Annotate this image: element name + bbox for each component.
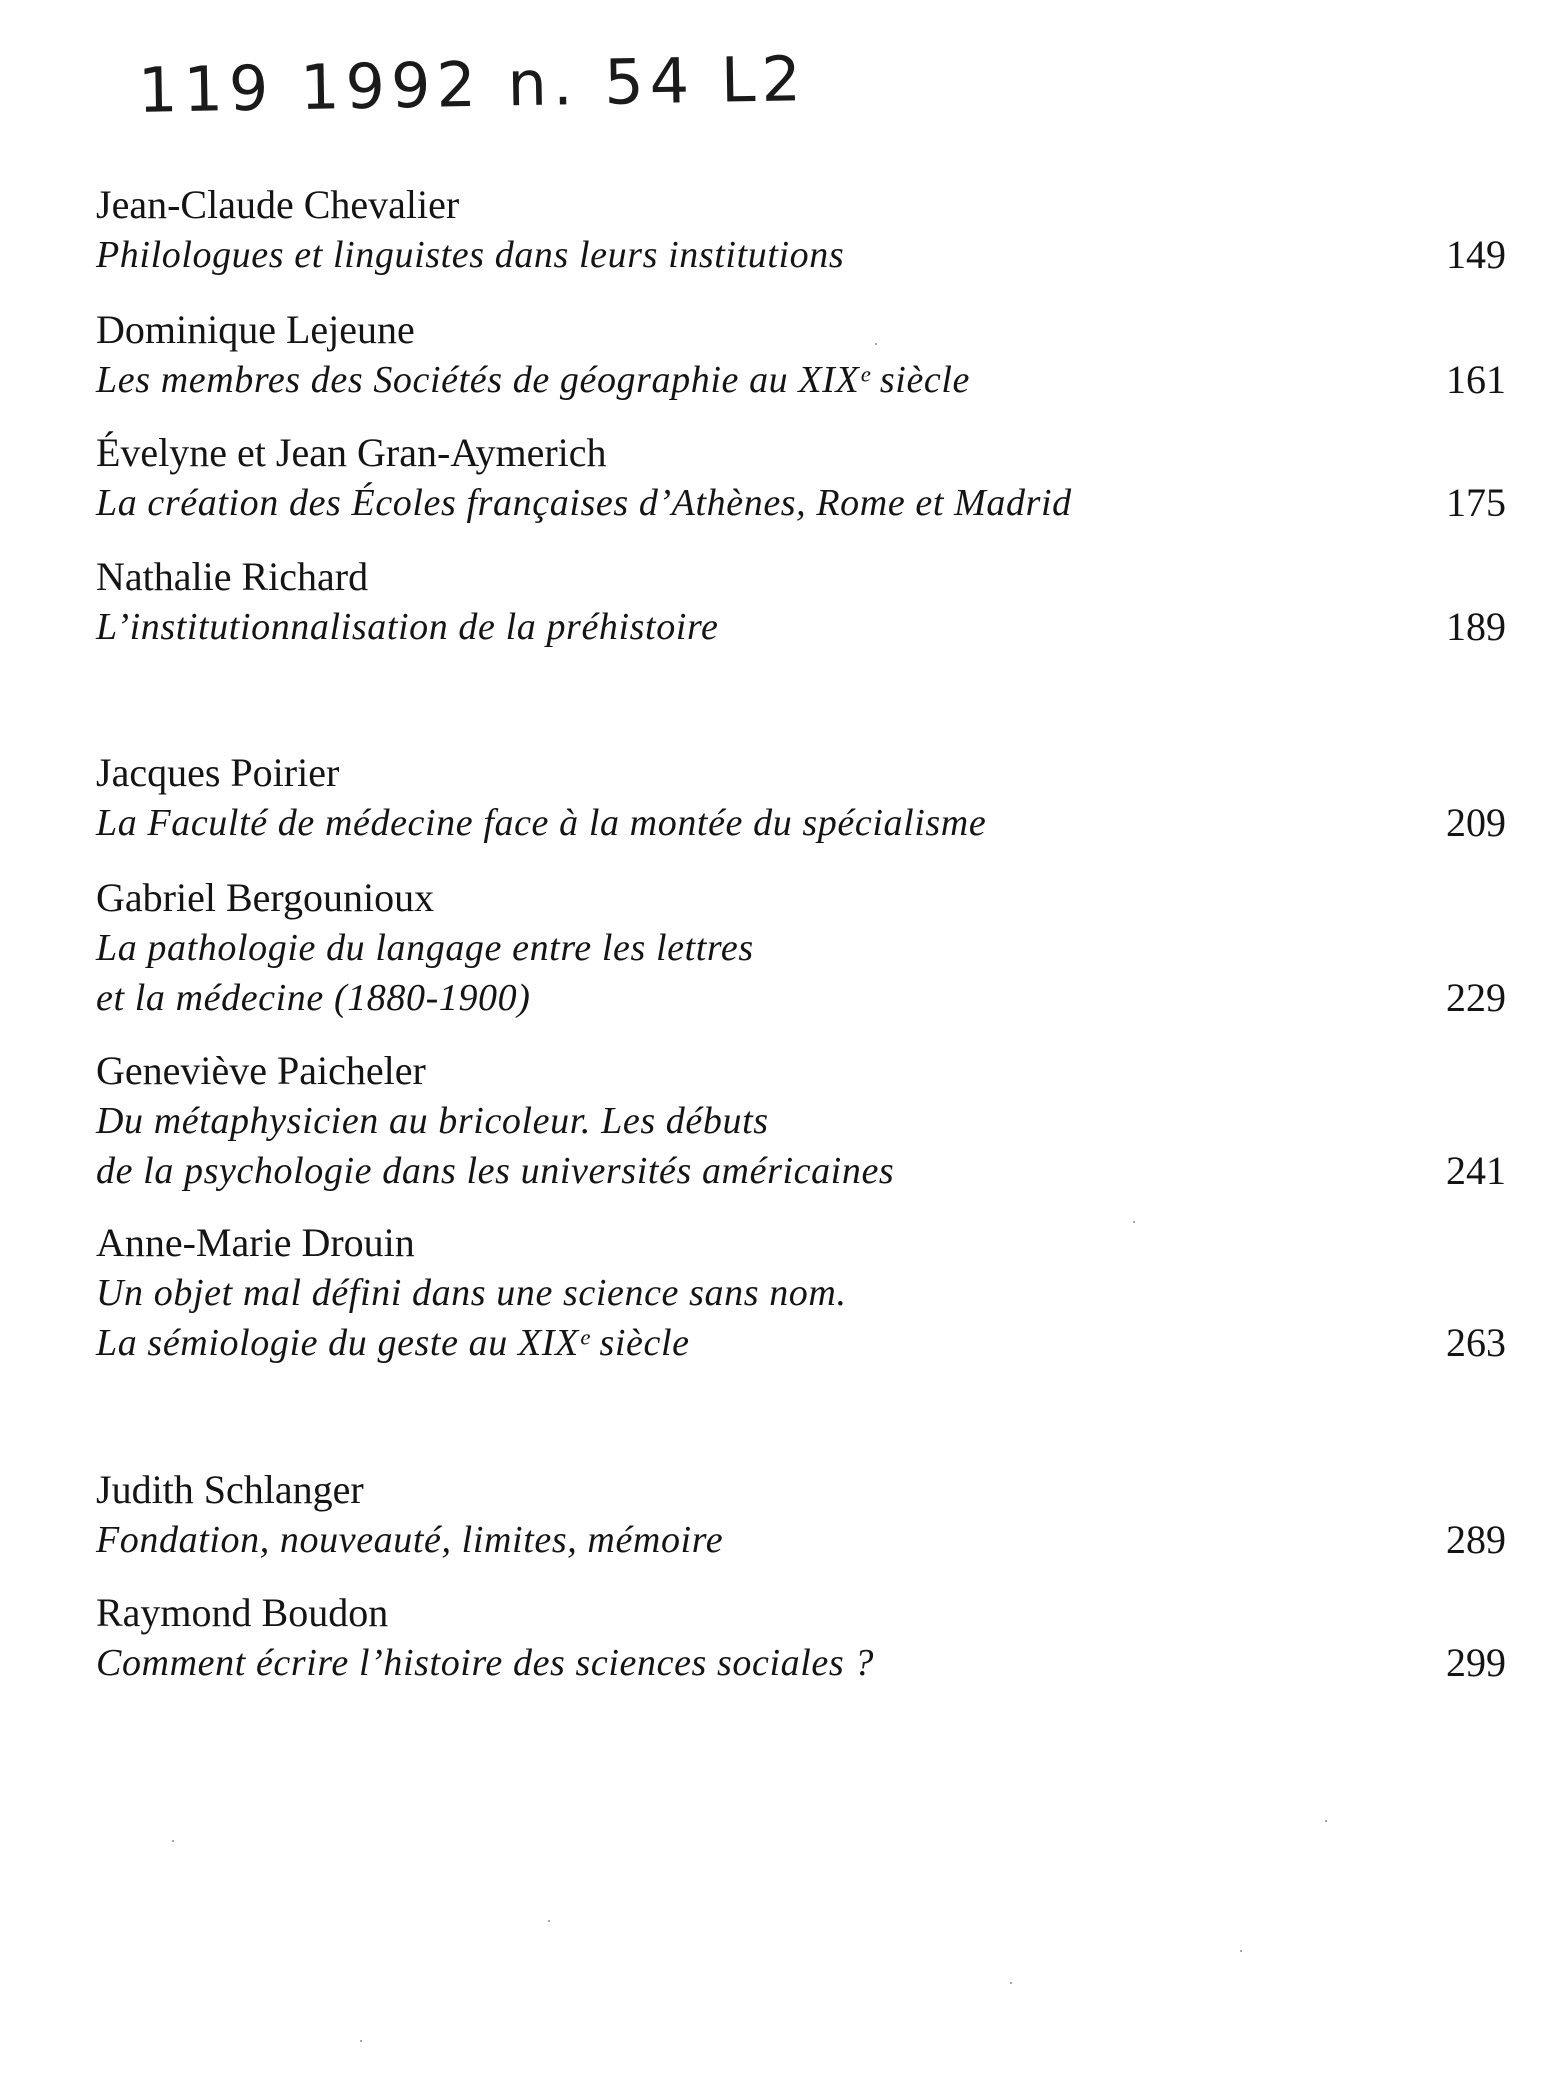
entry-title-line: Philologues et linguistes dans leurs institutions [96, 234, 845, 276]
entry-author: Nathalie Richard [96, 554, 369, 599]
entry-page-number: 149 [1446, 232, 1506, 277]
entry-page-number: 161 [1446, 357, 1506, 402]
entry-author: Jacques Poirier [96, 750, 340, 795]
scan-speck [1010, 1982, 1012, 1984]
entry-author: Dominique Lejeune [96, 307, 415, 352]
scan-speck [875, 343, 877, 345]
entry-page-number: 175 [1446, 480, 1506, 525]
entry-page-number: 299 [1446, 1640, 1506, 1685]
handwritten-annotation: 119 1992 n. 54 L2 [137, 42, 808, 127]
entry-title-line: Fondation, nouveauté, limites, mémoire [96, 1519, 724, 1561]
entry-title-line: La sémiologie du geste au XIXᵉ siècle [96, 1322, 690, 1364]
toc-entry [96, 1046, 1506, 1196]
scan-speck [360, 2040, 362, 2042]
entry-title-line: L’institutionnalisation de la préhistoire [96, 606, 719, 648]
toc-entry [96, 1588, 1506, 1688]
entry-page-number: 209 [1446, 800, 1506, 845]
entry-title-line: et la médecine (1880-1900) [96, 977, 531, 1019]
entry-author: Judith Schlanger [96, 1467, 364, 1512]
scan-speck [1325, 1820, 1327, 1822]
toc-entry [96, 1218, 1506, 1368]
entry-title-line: Les membres des Sociétés de géographie au XIXᵉ siècle [96, 359, 971, 401]
entry-page-number: 289 [1446, 1517, 1506, 1562]
scan-speck [548, 1920, 550, 1922]
scan-speck [1240, 1950, 1242, 1952]
toc-entry [96, 873, 1506, 1023]
entry-page-number: 229 [1446, 975, 1506, 1020]
entry-author: Jean-Claude Chevalier [96, 182, 460, 227]
entry-page-number: 241 [1446, 1148, 1506, 1193]
entry-title-line: Comment écrire l’histoire des sciences sociales ? [96, 1642, 874, 1684]
entry-title-line: de la psychologie dans les universités américaines [96, 1150, 895, 1192]
entry-page-number: 189 [1446, 604, 1506, 649]
entry-title-line: La pathologie du langage entre les lettres [96, 927, 754, 969]
toc-entry [96, 748, 1506, 848]
entry-author: Gabriel Bergounioux [96, 875, 435, 920]
scan-speck [172, 1840, 174, 1842]
entry-author: Raymond Boudon [96, 1590, 389, 1635]
entry-title-line: La Faculté de médecine face à la montée du spécialisme [96, 802, 987, 844]
entry-author: Anne-Marie Drouin [96, 1220, 415, 1265]
entry-title-line: Du métaphysicien au bricoleur. Les débuts [96, 1100, 769, 1142]
entry-page-number: 263 [1446, 1320, 1506, 1365]
entry-title-line: Un objet mal défini dans une science sans nom. [96, 1272, 847, 1314]
toc-entry [96, 428, 1506, 528]
entry-author: Évelyne et Jean Gran-Aymerich [96, 430, 607, 475]
toc-entry [96, 1465, 1506, 1565]
entry-title-line: La création des Écoles françaises d’Athènes, Rome et Madrid [96, 482, 1072, 524]
toc-entry [96, 180, 1506, 280]
entry-author: Geneviève Paicheler [96, 1048, 426, 1093]
toc-entry [96, 552, 1506, 652]
scan-speck [1133, 1221, 1135, 1223]
toc-entry [96, 305, 1506, 405]
